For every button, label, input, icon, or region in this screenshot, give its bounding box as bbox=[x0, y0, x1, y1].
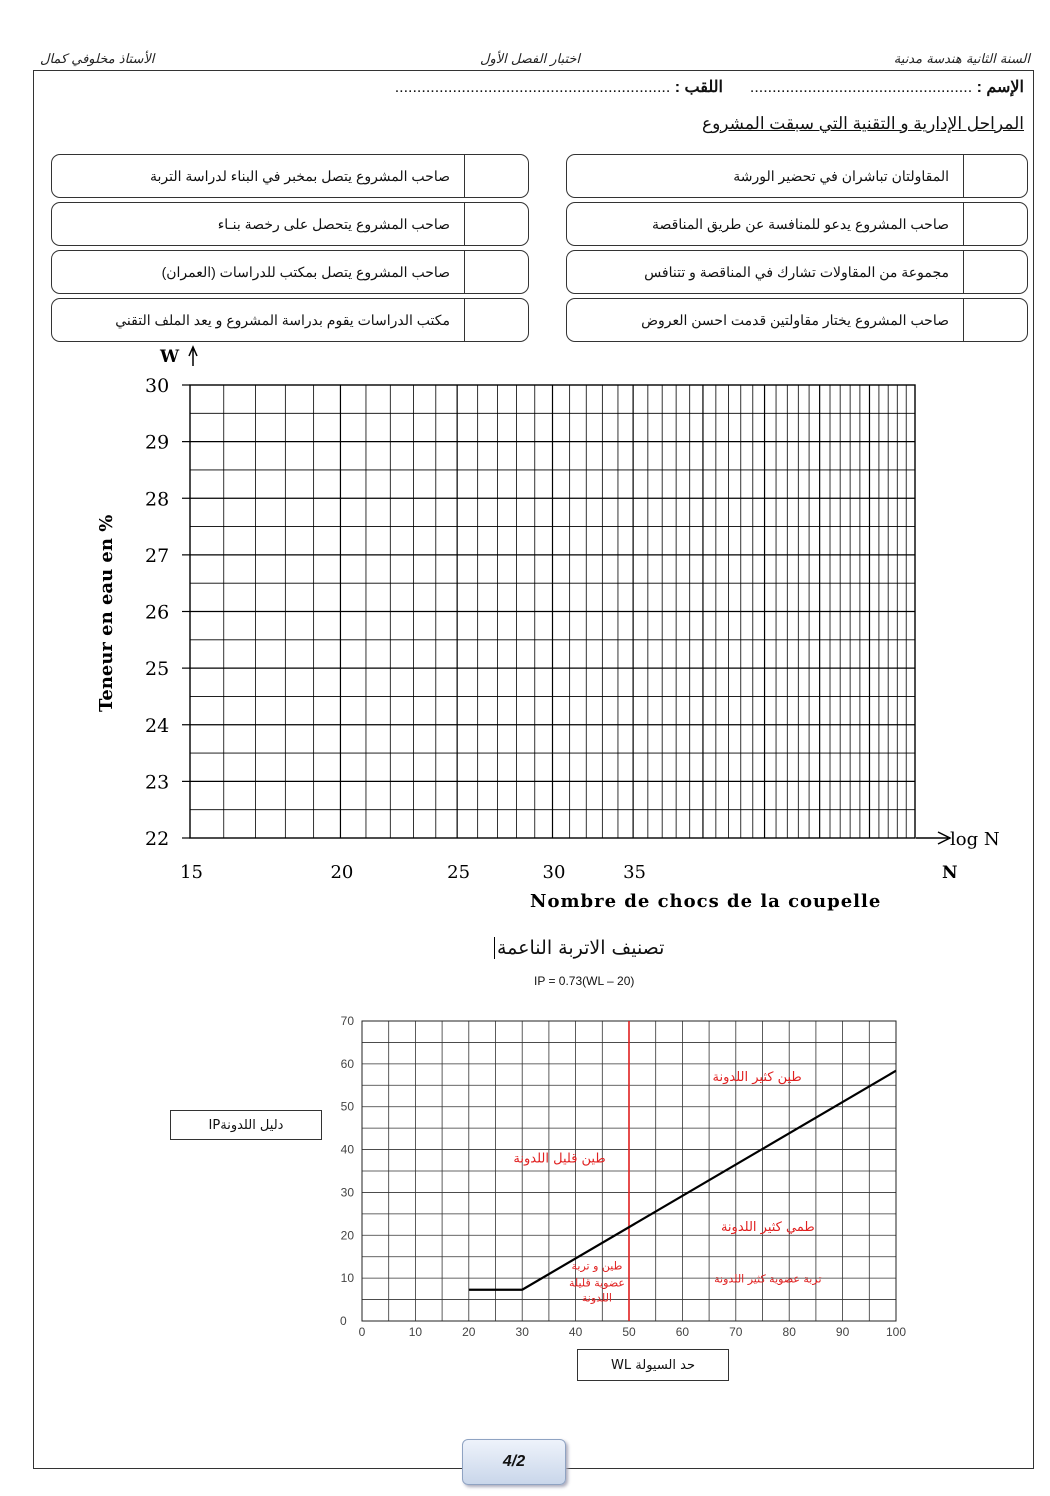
y-label-box bbox=[170, 1110, 322, 1140]
order-answer-cell[interactable] bbox=[464, 251, 528, 293]
header-left: الأستاذ مخلوفي كمال bbox=[40, 52, 155, 67]
order-answer-cell[interactable] bbox=[963, 299, 1027, 341]
x-axis-label: Nombre de chocs de la coupelle bbox=[530, 891, 882, 912]
y-axis-symbol: W bbox=[160, 347, 180, 367]
origin-label: 0 bbox=[340, 1314, 347, 1328]
left-step-box bbox=[51, 250, 529, 294]
zone-label: اللدونة bbox=[581, 1291, 613, 1305]
left-step-box bbox=[51, 202, 529, 246]
zone-label: تربة عضوية كثير اللدونة bbox=[714, 1272, 822, 1286]
right-step-box bbox=[566, 154, 1028, 198]
zone-label: طمي كثير اللدونة bbox=[720, 1220, 815, 1235]
order-answer-cell[interactable] bbox=[464, 203, 528, 245]
zone-label: طين كثير اللدونة bbox=[712, 1070, 802, 1085]
x-tick-label: 90 bbox=[835, 1325, 850, 1339]
y-tick-label: 40 bbox=[340, 1142, 354, 1157]
y-label: دليل اللدونةIP bbox=[208, 1117, 284, 1133]
y-tick-label: 27 bbox=[145, 544, 170, 567]
zone-label: طين و تربة bbox=[571, 1259, 623, 1273]
plasticity-chart bbox=[320, 1005, 930, 1350]
step-text: صاحب المشروع يدعو للمنافسة عن طريق المناقصة bbox=[651, 215, 949, 232]
step-text: صاحب المشروع يتصل بمخبر في البناء لدراسة التربة bbox=[149, 167, 450, 184]
student-name-row bbox=[395, 77, 1024, 97]
step-text: مجموعة من المقاولات تشارك في المناقصة و تتنافس bbox=[644, 263, 949, 280]
y-tick-label: 30 bbox=[340, 1185, 354, 1200]
order-answer-cell[interactable] bbox=[963, 251, 1027, 293]
x-tick-label: 70 bbox=[729, 1325, 743, 1339]
x-label-box bbox=[577, 1349, 729, 1381]
name-field[interactable]: .................................................. bbox=[749, 79, 973, 96]
x-tick-label: 15 bbox=[180, 862, 203, 883]
y-tick-label: 28 bbox=[145, 488, 170, 511]
y-tick-label: 70 bbox=[340, 1014, 354, 1028]
zone-labels bbox=[513, 1070, 821, 1305]
left-step-box bbox=[51, 298, 529, 342]
header-center: اختبار الفصل الأول bbox=[480, 52, 581, 67]
y-axis-label: Teneur en eau en % bbox=[96, 514, 117, 712]
step-text: المقاولتان تباشران في تحضير الورشة bbox=[733, 167, 949, 184]
x-tick-label: 30 bbox=[542, 862, 566, 883]
y-tick-label: 20 bbox=[340, 1228, 354, 1243]
x-tick-label: 40 bbox=[568, 1325, 583, 1339]
step-text: مكتب الدراسات يقوم بدراسة المشروع و يعد الملف التقني bbox=[115, 311, 450, 328]
order-answer-cell[interactable] bbox=[963, 203, 1027, 245]
x-axis-symbol: log N bbox=[950, 829, 1000, 850]
plasticity-tick-labels bbox=[340, 1014, 906, 1339]
x-tick-label: 30 bbox=[515, 1325, 529, 1339]
x-tick-label: 25 bbox=[447, 862, 471, 883]
y-tick-label: 25 bbox=[145, 658, 170, 681]
y-tick-label: 29 bbox=[145, 431, 170, 454]
right-step-box bbox=[566, 250, 1028, 294]
y-tick-label: 10 bbox=[340, 1271, 354, 1286]
x-tick-labels bbox=[180, 862, 646, 883]
step-text: صاحب المشروع يتحصل على رخصة بنـاء bbox=[217, 215, 450, 232]
x-tick-label: 20 bbox=[462, 1325, 476, 1339]
y-tick-label: 22 bbox=[145, 828, 170, 850]
casagrande-grid bbox=[190, 385, 915, 838]
left-step-box bbox=[51, 154, 529, 198]
zone-label: طين قليل اللدونة bbox=[513, 1151, 606, 1167]
x-axis-arrow bbox=[916, 832, 950, 844]
x-label: حد السيولة WL bbox=[611, 1357, 695, 1373]
x-tick-label: 0 bbox=[358, 1325, 366, 1339]
y-tick-labels bbox=[145, 375, 190, 850]
zone-label: عضوية قليلة bbox=[568, 1276, 625, 1290]
order-answer-cell[interactable] bbox=[464, 155, 528, 197]
step-text: صاحب المشروع يختار مقاولتين قدمت احسن العروض bbox=[641, 311, 949, 328]
y-axis-arrow bbox=[189, 347, 197, 366]
y-tick-label: 30 bbox=[145, 375, 170, 397]
y-tick-label: 23 bbox=[145, 771, 170, 794]
surname-field[interactable]: .............................................................. bbox=[394, 79, 671, 96]
header-right: السنة الثانية هندسة مدنية bbox=[893, 52, 1030, 67]
order-answer-cell[interactable] bbox=[963, 155, 1027, 197]
section-title: المراحل الإدارية و التقنية التي سبقت المشروع bbox=[701, 114, 1024, 133]
y-tick-label: 24 bbox=[145, 714, 170, 737]
surname-label: اللقب : bbox=[674, 79, 723, 96]
y-tick-label: 50 bbox=[340, 1099, 354, 1114]
x-tick-label: 20 bbox=[330, 862, 354, 883]
y-tick-label: 26 bbox=[145, 601, 170, 624]
step-text: صاحب المشروع يتصل بمكتب للدراسات (العمران) bbox=[161, 263, 450, 280]
x-axis-end-label: N bbox=[942, 863, 958, 883]
y-tick-label: 60 bbox=[340, 1056, 354, 1071]
right-step-box bbox=[566, 202, 1028, 246]
x-tick-label: 100 bbox=[885, 1325, 907, 1339]
name-label: الإسم : bbox=[976, 79, 1024, 96]
classification-title: تصنيف الاتربة الناعمة bbox=[494, 937, 664, 959]
order-answer-cell[interactable] bbox=[464, 299, 528, 341]
classification-formula: IP = 0.73(WL – 20) bbox=[534, 974, 635, 988]
x-tick-label: 80 bbox=[782, 1325, 796, 1339]
page-number: 4/2 bbox=[462, 1439, 566, 1485]
x-tick-label: 60 bbox=[675, 1325, 690, 1339]
right-step-box bbox=[566, 298, 1028, 342]
casagrande-chart bbox=[90, 340, 1010, 920]
x-tick-label: 35 bbox=[623, 862, 647, 883]
x-tick-label: 10 bbox=[408, 1325, 423, 1339]
x-tick-label: 50 bbox=[622, 1325, 636, 1339]
